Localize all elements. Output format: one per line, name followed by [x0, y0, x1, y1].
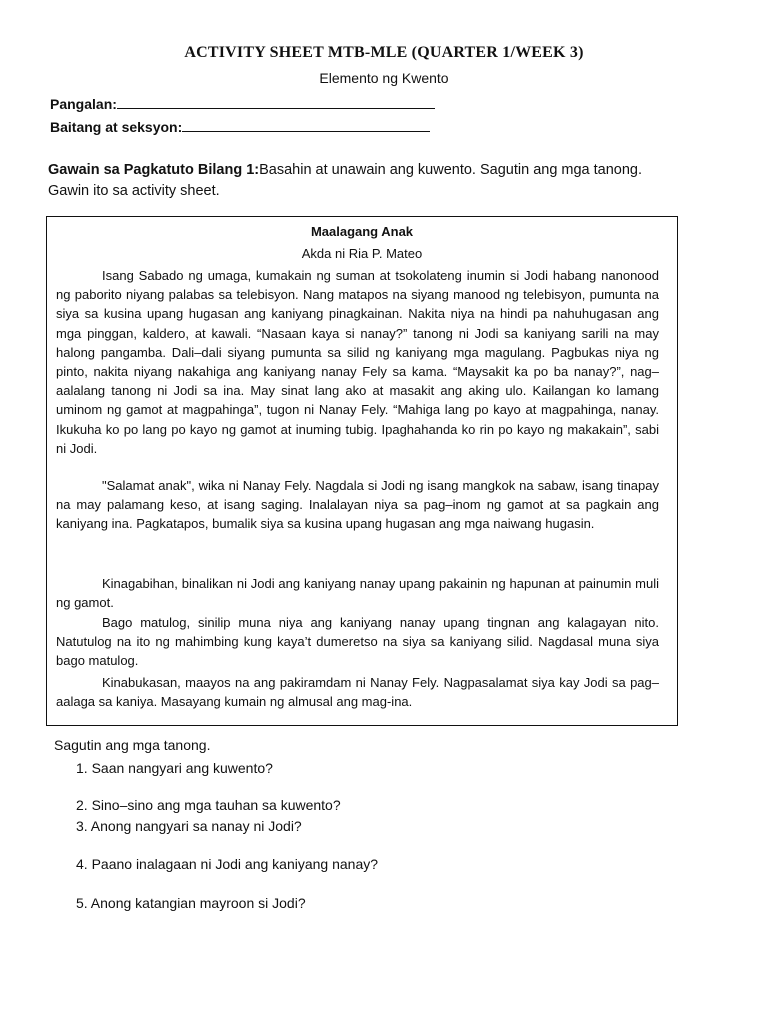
story-paragraph: Bago matulog, sinilip muna niya ang kaniyang nanay upang tingnan ang kalagayan nito. Natutulog na ito ng mahimbing kung kaya’t dumeretso na siya sa kaniyang silid. Nagdasal muna siya bago matulog. — [56, 615, 659, 669]
story-paragraph: "Salamat anak", wika ni Nanay Fely. Nagdala si Jodi ng isang mangkok na sabaw, isang tinapay na may palamang keso, at isang saging. Inalalayan niya sa pag–inom ng gamot at sa pagkain ang kaniyang ina. Pagkatapos, bumalik siya sa kusina upang hugasan ang mga naiwang hugasin. — [56, 478, 659, 532]
grade-section-label: Baitang at seksyon: — [50, 119, 183, 135]
instruction-label: Gawain sa Pagkatuto Bilang 1: — [48, 162, 260, 178]
story-paragraph: Kinabukasan, maayos na ang pakiramdam ni Nanay Fely. Nagpasalamat siya kay Jodi sa pag–aalaga sa kaniya. Masayang kumain ng almusal ang mag-ina. — [56, 675, 659, 710]
question-item: 3. Anong nangyari sa nanay ni Jodi? — [76, 818, 302, 834]
story-paragraph: Kinagabihan, binalikan ni Jodi ang kaniyang nanay upang pakainin ng hapunan at painumin muli ng gamot. — [56, 576, 659, 611]
grade-section-answer-line[interactable] — [182, 119, 430, 132]
question-item: 1. Saan nangyari ang kuwento? — [76, 760, 273, 776]
questions-heading: Sagutin ang mga tanong. — [54, 737, 211, 753]
page-subtitle: Elemento ng Kwento — [319, 70, 449, 86]
name-label: Pangalan: — [50, 96, 117, 112]
page-title: ACTIVITY SHEET MTB-MLE (QUARTER 1/WEEK 3) — [184, 44, 584, 61]
story-author: Akda ni Ria P. Mateo — [301, 246, 423, 261]
instruction-text: Basahin at unawain ang kuwento. Sagutin ang mga tanong. Gawin ito sa activity sheet. — [48, 162, 643, 199]
story-paragraph: Isang Sabado ng umaga, kumakain ng suman at tsokolateng inumin si Jodi habang nanonood ng paborito niyang palabas sa telebisyon. Nang matapos na siyang manood ng telebisyon, pumunta na siya sa kusina upang hugasan ang kaniyang pinagkainan. Nakita niya na hindi pa nahuhugasan ang mga pinggan, kaldero, at kawali. “Nasaan kaya si nanay?” tanong ni Jodi sa kaniyang sarili na may halong pangamba. Dali–dali siyang pumunta sa silid ng kaniyang mga magulang. Pagbukas niya ng pinto, nakita niyang nakahiga ang kaniyang nanay Fely sa kama. “Maysakit ka po ba nanay?”, nag–aalalang tanong ni Jodi sa ina. May sinat lang ako at masakit ang aking ulo. Kailangan ko lamang uminom ng gamot at magpahinga”, tugon ni Nanay Fely. “Mahiga lang po kayo at magpahinga, nanay. Ikukuha ko po lang po kayo ng gamot at inuming tubig. Ipaghahanda ko rin po kayo ng makakain”, sabi ni Jodi. — [56, 268, 659, 456]
name-answer-line[interactable] — [117, 96, 435, 109]
question-item: 2. Sino–sino ang mga tauhan sa kuwento? — [76, 797, 341, 813]
name-field — [50, 96, 435, 112]
instruction — [48, 160, 648, 202]
story-title: Maalagang Anak — [310, 224, 414, 239]
grade-section-field — [50, 119, 430, 135]
question-item: 5. Anong katangian mayroon si Jodi? — [76, 895, 306, 911]
question-item: 4. Paano inalagaan ni Jodi ang kaniyang nanay? — [76, 856, 379, 872]
